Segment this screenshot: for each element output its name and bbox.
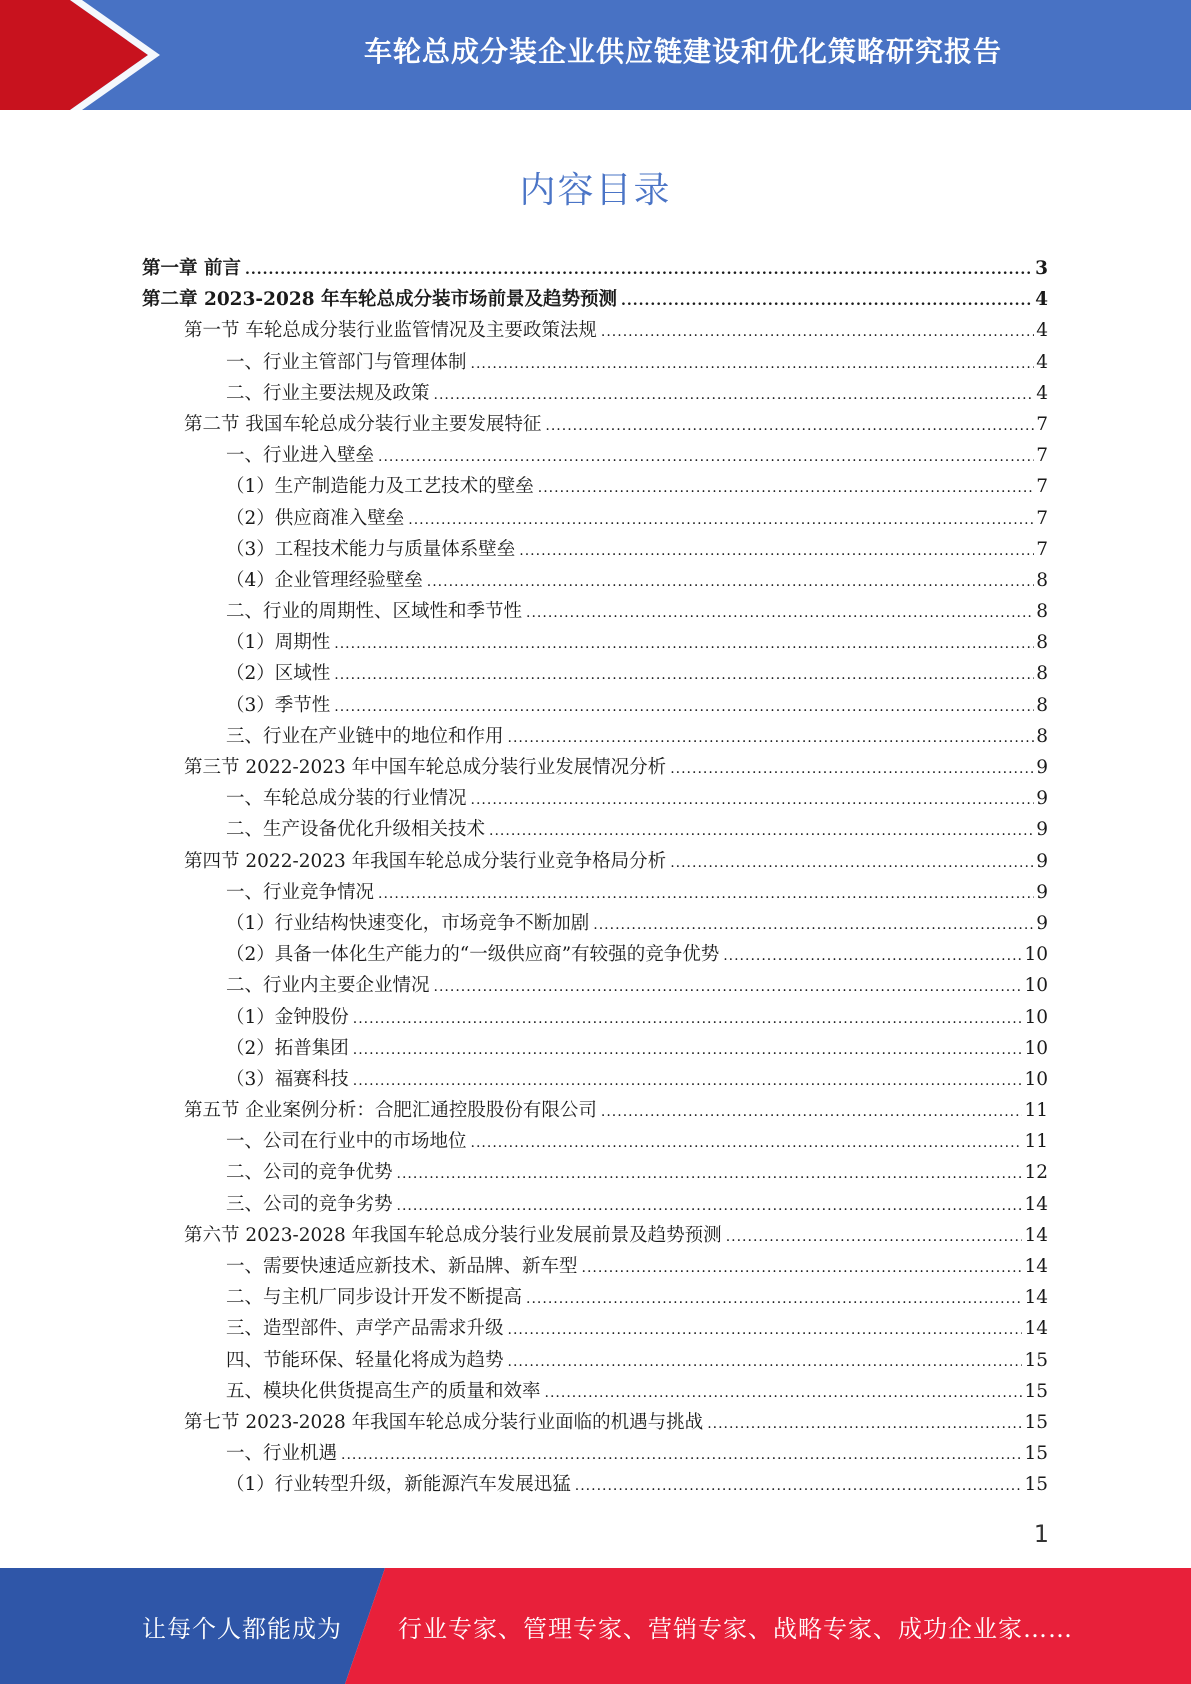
toc-dot-leader bbox=[471, 1128, 1023, 1159]
toc-dot-leader bbox=[397, 1191, 1023, 1222]
toc-entry[interactable] bbox=[142, 1251, 1048, 1282]
toc-entry-page: 10 bbox=[1024, 1006, 1048, 1028]
toc-entry[interactable] bbox=[142, 1407, 1048, 1438]
toc-entry-title: （1）行业转型升级，新能源汽车发展迅猛 bbox=[226, 1474, 571, 1496]
toc-entry-title: 二、行业的周期性、区域性和季节性 bbox=[226, 601, 523, 623]
page-number: 1 bbox=[1033, 1520, 1049, 1548]
toc-entry[interactable] bbox=[142, 877, 1048, 908]
toc-dot-leader bbox=[582, 1253, 1023, 1284]
toc-entry-title: 三、行业在产业链中的地位和作用 bbox=[226, 725, 504, 747]
toc-entry-title: 第四节 2022-2023 年我国车轮总成分装行业竞争格局分析 bbox=[184, 850, 667, 872]
toc-entry-page: 7 bbox=[1036, 413, 1048, 435]
toc-dot-leader bbox=[408, 505, 1034, 536]
toc-dot-leader bbox=[707, 1409, 1022, 1440]
toc-entry[interactable] bbox=[142, 1282, 1048, 1313]
toc-entry-title: 一、行业主管部门与管理体制 bbox=[226, 351, 467, 373]
toc-entry-page: 14 bbox=[1024, 1318, 1048, 1340]
toc-entry-title: 二、生产设备优化升级相关技术 bbox=[226, 819, 486, 841]
toc-entry[interactable] bbox=[142, 908, 1048, 939]
toc-entry-page: 11 bbox=[1024, 1131, 1048, 1153]
footer-banner bbox=[0, 1568, 1191, 1684]
toc-entry-page: 14 bbox=[1024, 1287, 1048, 1309]
toc-dot-leader bbox=[471, 349, 1035, 380]
report-header-band bbox=[0, 0, 1191, 110]
toc-entry[interactable] bbox=[142, 596, 1048, 627]
toc-entry-page: 10 bbox=[1024, 944, 1048, 966]
toc-dot-leader bbox=[397, 1159, 1023, 1190]
toc-entry-page: 7 bbox=[1036, 476, 1048, 498]
toc-entry-title: 第三节 2022-2023 年中国车轮总成分装行业发展情况分析 bbox=[184, 757, 667, 778]
toc-entry[interactable] bbox=[142, 970, 1048, 1001]
toc-entry-title: 一、行业进入壁垒 bbox=[226, 445, 375, 467]
toc-entry-title: （2）供应商准入壁垒 bbox=[226, 507, 405, 529]
toc-dot-leader bbox=[334, 629, 1034, 660]
toc-entry[interactable] bbox=[142, 440, 1048, 471]
toc-entry-title: 一、行业竞争情况 bbox=[226, 881, 375, 903]
table-of-contents bbox=[142, 253, 1048, 1501]
toc-entry-title: 二、与主机厂同步设计开发不断提高 bbox=[226, 1287, 523, 1309]
toc-dot-leader bbox=[353, 1035, 1023, 1066]
toc-entry-page: 7 bbox=[1036, 507, 1048, 529]
toc-entry-title: （4）企业管理经验壁垒 bbox=[226, 569, 423, 591]
toc-entry-title: 第六节 2023-2028 年我国车轮总成分装行业发展前景及趋势预测 bbox=[184, 1224, 722, 1246]
toc-entry-page: 10 bbox=[1024, 1037, 1048, 1059]
toc-entry[interactable] bbox=[142, 721, 1048, 752]
toc-dot-leader bbox=[601, 1097, 1023, 1128]
toc-entry-title: （2）拓普集团 bbox=[226, 1037, 349, 1059]
toc-entry-page: 7 bbox=[1036, 445, 1048, 467]
toc-entry[interactable] bbox=[142, 315, 1048, 346]
toc-entry[interactable] bbox=[142, 1469, 1048, 1500]
toc-dot-leader bbox=[545, 1378, 1023, 1409]
toc-entry[interactable] bbox=[142, 1345, 1048, 1376]
toc-dot-leader bbox=[508, 723, 1035, 754]
toc-entry-page: 8 bbox=[1036, 694, 1048, 716]
toc-dot-leader bbox=[538, 473, 1034, 504]
toc-entry-page: 15 bbox=[1024, 1443, 1048, 1465]
toc-dot-leader bbox=[621, 286, 1033, 317]
toc-entry-title: 二、行业主要法规及政策 bbox=[226, 382, 430, 404]
toc-entry-title: （1）周期性 bbox=[226, 632, 331, 654]
toc-dot-leader bbox=[670, 754, 1034, 785]
toc-entry[interactable] bbox=[142, 1064, 1048, 1095]
toc-entry-page: 10 bbox=[1024, 1068, 1048, 1090]
toc-entry[interactable] bbox=[142, 1033, 1048, 1064]
toc-entry-title: 五、模块化供货提高生产的质量和效率 bbox=[226, 1380, 541, 1402]
toc-dot-leader bbox=[601, 317, 1034, 348]
toc-entry-title: （1）生产制造能力及工艺技术的壁垒 bbox=[226, 476, 534, 498]
toc-entry-title: 一、需要快速适应新技术、新品牌、新车型 bbox=[226, 1256, 578, 1277]
toc-dot-leader bbox=[593, 910, 1034, 941]
toc-dot-leader bbox=[341, 1440, 1022, 1471]
toc-entry[interactable] bbox=[142, 409, 1048, 440]
toc-entry-title: 第二章 2023-2028 年车轮总成分装市场前景及趋势预测 bbox=[142, 289, 618, 311]
toc-dot-leader bbox=[353, 1004, 1023, 1035]
toc-dot-leader bbox=[670, 848, 1034, 879]
toc-entry[interactable] bbox=[142, 378, 1048, 409]
toc-entry-page: 15 bbox=[1024, 1474, 1048, 1496]
toc-entry-page: 14 bbox=[1024, 1256, 1048, 1277]
toc-entry-page: 14 bbox=[1024, 1193, 1048, 1215]
toc-dot-leader bbox=[726, 1222, 1023, 1253]
toc-dot-leader bbox=[575, 1471, 1023, 1502]
header-chevron-icon bbox=[0, 0, 175, 110]
toc-entry[interactable] bbox=[142, 1376, 1048, 1407]
toc-entry-page: 4 bbox=[1036, 351, 1048, 373]
toc-dot-leader bbox=[427, 567, 1034, 598]
toc-entry-page: 8 bbox=[1036, 663, 1048, 685]
toc-dot-leader bbox=[434, 972, 1023, 1003]
toc-entry-title: （1）金钟股份 bbox=[226, 1006, 349, 1028]
toc-dot-leader bbox=[519, 536, 1034, 567]
toc-entry[interactable] bbox=[142, 1220, 1048, 1251]
toc-dot-leader bbox=[245, 255, 1033, 286]
toc-entry-title: 第二节 我国车轮总成分装行业主要发展特征 bbox=[184, 413, 542, 435]
toc-entry-page: 9 bbox=[1036, 757, 1048, 778]
toc-entry-title: 四、节能环保、轻量化将成为趋势 bbox=[226, 1349, 504, 1371]
footer-slogan-right: 行业专家、管理专家、营销专家、战略专家、成功企业家…… bbox=[398, 1614, 1073, 1643]
toc-entry[interactable] bbox=[142, 1313, 1048, 1344]
toc-entry[interactable] bbox=[142, 783, 1048, 814]
toc-entry-title: 第五节 企业案例分析：合肥汇通控股股份有限公司 bbox=[184, 1100, 597, 1122]
toc-entry-page: 10 bbox=[1024, 975, 1048, 997]
toc-dot-leader bbox=[471, 785, 1035, 816]
toc-entry[interactable] bbox=[142, 1095, 1048, 1126]
toc-entry-page: 9 bbox=[1036, 881, 1048, 903]
toc-entry-page: 9 bbox=[1036, 788, 1048, 810]
toc-dot-leader bbox=[489, 816, 1034, 847]
toc-entry-title: 第七节 2023-2028 年我国车轮总成分装行业面临的机遇与挑战 bbox=[184, 1411, 704, 1433]
toc-entry-page: 8 bbox=[1036, 569, 1048, 591]
toc-entry[interactable] bbox=[142, 1002, 1048, 1033]
toc-dot-leader bbox=[526, 1284, 1022, 1315]
toc-entry-page: 12 bbox=[1024, 1162, 1048, 1184]
toc-entry-title: 一、车轮总成分装的行业情况 bbox=[226, 788, 467, 810]
toc-dot-leader bbox=[508, 1347, 1023, 1378]
toc-entry-page: 15 bbox=[1024, 1411, 1048, 1433]
toc-dot-leader bbox=[526, 598, 1034, 629]
toc-dot-leader bbox=[508, 1315, 1023, 1346]
toc-entry-page: 9 bbox=[1036, 912, 1048, 934]
toc-entry-title: 二、行业内主要企业情况 bbox=[226, 975, 430, 997]
toc-entry[interactable] bbox=[142, 1189, 1048, 1220]
toc-entry[interactable] bbox=[142, 1438, 1048, 1469]
toc-entry-title: （2）具备一体化生产能力的“一级供应商”有较强的竞争优势 bbox=[226, 944, 720, 966]
toc-dot-leader bbox=[334, 692, 1034, 723]
toc-entry-page: 7 bbox=[1036, 538, 1048, 560]
toc-entry-title: 第一章 前言 bbox=[142, 258, 241, 279]
toc-entry[interactable] bbox=[142, 503, 1048, 534]
toc-entry-title: 三、公司的竞争劣势 bbox=[226, 1193, 393, 1215]
toc-entry-page: 15 bbox=[1024, 1380, 1048, 1402]
toc-dot-leader bbox=[378, 879, 1034, 910]
toc-entry[interactable] bbox=[142, 471, 1048, 502]
toc-dot-leader bbox=[378, 442, 1034, 473]
toc-entry-page: 3 bbox=[1035, 258, 1048, 279]
toc-entry-title: 一、行业机遇 bbox=[226, 1443, 338, 1465]
toc-dot-leader bbox=[334, 660, 1034, 691]
toc-entry[interactable] bbox=[142, 253, 1048, 284]
toc-heading: 内容目录 bbox=[519, 170, 672, 211]
toc-entry[interactable] bbox=[142, 565, 1048, 596]
toc-entry-page: 11 bbox=[1024, 1100, 1048, 1122]
toc-entry[interactable] bbox=[142, 846, 1048, 877]
toc-entry-page: 9 bbox=[1036, 819, 1048, 841]
toc-entry[interactable] bbox=[142, 939, 1048, 970]
toc-entry-page: 8 bbox=[1036, 601, 1048, 623]
toc-entry[interactable] bbox=[142, 814, 1048, 845]
toc-entry-title: （1）行业结构快速变化，市场竞争不断加剧 bbox=[226, 912, 590, 934]
toc-entry[interactable] bbox=[142, 347, 1048, 378]
toc-dot-leader bbox=[434, 380, 1035, 411]
toc-entry-page: 14 bbox=[1024, 1224, 1048, 1246]
toc-entry[interactable] bbox=[142, 1157, 1048, 1188]
toc-entry-title: 一、公司在行业中的市场地位 bbox=[226, 1131, 467, 1153]
toc-entry[interactable] bbox=[142, 658, 1048, 689]
toc-dot-leader bbox=[545, 411, 1034, 442]
toc-entry-title: （3）福赛科技 bbox=[226, 1068, 349, 1090]
report-title: 车轮总成分装企业供应链建设和优化策略研究报告 bbox=[363, 35, 1002, 68]
toc-entry-page: 9 bbox=[1036, 850, 1048, 872]
toc-entry-title: （3）季节性 bbox=[226, 694, 331, 716]
toc-entry[interactable] bbox=[142, 752, 1048, 783]
toc-entry-page: 8 bbox=[1036, 632, 1048, 654]
toc-entry[interactable] bbox=[142, 1126, 1048, 1157]
toc-entry[interactable] bbox=[142, 284, 1048, 315]
toc-entry-page: 4 bbox=[1036, 320, 1048, 342]
toc-dot-leader bbox=[353, 1066, 1023, 1097]
toc-entry-page: 4 bbox=[1035, 289, 1048, 311]
toc-entry[interactable] bbox=[142, 627, 1048, 658]
footer-slogan-left: 让每个人都能成为 bbox=[142, 1614, 342, 1643]
toc-entry-page: 4 bbox=[1036, 382, 1048, 404]
toc-entry[interactable] bbox=[142, 534, 1048, 565]
toc-entry-title: （3）工程技术能力与质量体系壁垒 bbox=[226, 538, 516, 560]
toc-entry-title: 三、造型部件、声学产品需求升级 bbox=[226, 1318, 504, 1340]
toc-entry-page: 8 bbox=[1036, 725, 1048, 747]
toc-entry-title: （2）区域性 bbox=[226, 663, 331, 685]
toc-entry-title: 第一节 车轮总成分装行业监管情况及主要政策法规 bbox=[184, 320, 597, 342]
toc-entry[interactable] bbox=[142, 690, 1048, 721]
toc-dot-leader bbox=[723, 941, 1022, 972]
toc-entry-title: 二、公司的竞争优势 bbox=[226, 1162, 393, 1184]
toc-entry-page: 15 bbox=[1024, 1349, 1048, 1371]
